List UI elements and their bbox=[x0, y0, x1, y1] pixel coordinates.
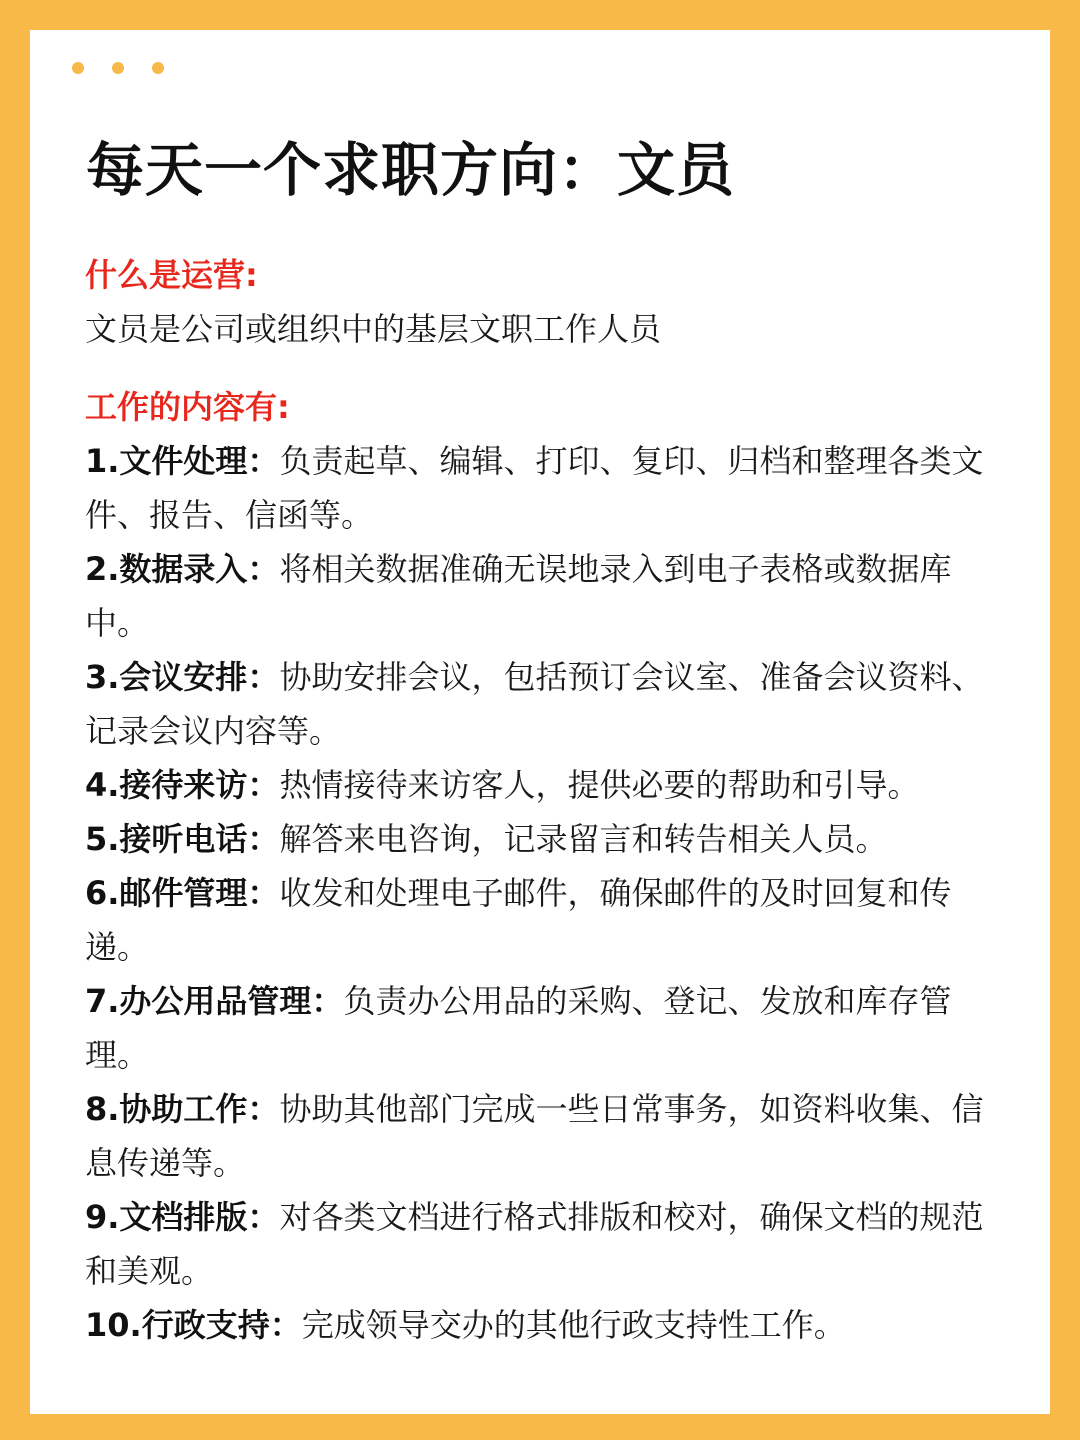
duty-item bbox=[85, 1190, 1005, 1298]
dot-icon bbox=[72, 62, 84, 74]
duty-label: 3.会议安排： bbox=[85, 658, 280, 696]
definition-heading: 什么是运营: bbox=[85, 256, 258, 294]
duty-item bbox=[85, 542, 1005, 650]
duty-item bbox=[85, 1082, 1005, 1190]
duty-text: 热情接待来访客人，提供必要的帮助和引导。 bbox=[279, 766, 920, 804]
duty-label: 2.数据录入： bbox=[85, 550, 280, 588]
page-title: 每天一个求职方向：文员 bbox=[86, 136, 736, 204]
duty-text: 将相关数据准确无误地录入到电子表格或数据库中。 bbox=[85, 550, 952, 642]
duty-text: 收发和处理电子邮件，确保邮件的及时回复和传递。 bbox=[85, 874, 952, 966]
duty-item bbox=[85, 866, 1005, 974]
duty-item bbox=[85, 434, 1005, 542]
duty-item bbox=[85, 758, 1005, 812]
duty-label: 7.办公用品管理： bbox=[85, 982, 344, 1020]
duties-heading: 工作的内容有: bbox=[85, 388, 290, 426]
duty-label: 5.接听电话： bbox=[85, 820, 280, 858]
duty-label: 10.行政支持： bbox=[85, 1306, 302, 1344]
duty-label: 9.文档排版： bbox=[85, 1198, 280, 1236]
window-dots bbox=[72, 62, 164, 74]
article-body bbox=[85, 248, 1005, 1352]
duty-text: 对各类文档进行格式排版和校对，确保文档的规范和美观。 bbox=[85, 1198, 984, 1290]
duty-item bbox=[85, 1298, 1005, 1352]
duty-item bbox=[85, 974, 1005, 1082]
duty-label: 4.接待来访： bbox=[85, 766, 280, 804]
duty-item bbox=[85, 650, 1005, 758]
duty-text: 完成领导交办的其他行政支持性工作。 bbox=[301, 1306, 846, 1344]
duty-text: 协助其他部门完成一些日常事务，如资料收集、信息传递等。 bbox=[85, 1090, 984, 1182]
duty-label: 8.协助工作： bbox=[85, 1090, 280, 1128]
duty-text: 解答来电咨询，记录留言和转告相关人员。 bbox=[279, 820, 888, 858]
duty-text: 负责办公用品的采购、登记、发放和库存管理。 bbox=[85, 982, 952, 1074]
content-card bbox=[30, 30, 1050, 1414]
dot-icon bbox=[112, 62, 124, 74]
duty-label: 6.邮件管理： bbox=[85, 874, 280, 912]
duty-label: 1.文件处理： bbox=[85, 442, 280, 480]
duty-text: 协助安排会议，包括预订会议室、准备会议资料、记录会议内容等。 bbox=[85, 658, 984, 750]
definition-text: 文员是公司或组织中的基层文职工作人员 bbox=[85, 310, 662, 348]
duty-text: 负责起草、编辑、打印、复印、归档和整理各类文件、报告、信函等。 bbox=[85, 442, 984, 534]
dot-icon bbox=[152, 62, 164, 74]
duty-item bbox=[85, 812, 1005, 866]
